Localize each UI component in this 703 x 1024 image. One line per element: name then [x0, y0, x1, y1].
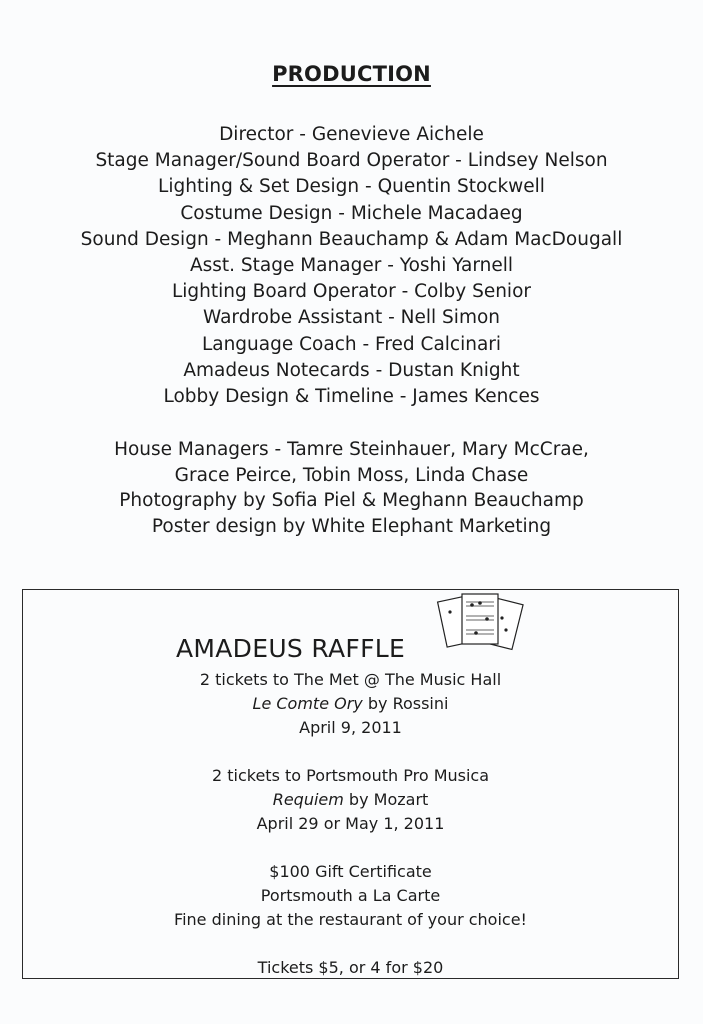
production-heading: PRODUCTION [272, 62, 431, 86]
credit-line: Lighting Board Operator - Colby Senior [171, 281, 531, 303]
credit-line: Sound Design - Meghann Beauchamp & Adam MacDougall [80, 228, 623, 250]
raffle-prize-met [22, 668, 679, 740]
house-line: House Managers - Tamre Steinhauer, Mary McCrae, [114, 439, 589, 460]
ticket-price-text: Tickets $5, or 4 for $20 [257, 958, 444, 977]
credit-line: Asst. Stage Manager - Yoshi Yarnell [189, 255, 514, 277]
credit-line: Director - Genevieve Aichele [219, 124, 484, 145]
production-credits [0, 122, 703, 410]
prize-vendor: Portsmouth a La Carte [260, 886, 441, 905]
raffle-prize-gift-certificate [22, 860, 679, 932]
credit-line: Lighting & Set Design - Quentin Stockwell [158, 176, 545, 198]
credit-line: Stage Manager/Sound Board Operator - Lindsey Nelson [95, 150, 608, 172]
prize-work [22, 788, 679, 812]
house-line: Poster design by White Elephant Marketing [151, 515, 552, 537]
prize-note: Fine dining at the restaurant of your choice! [174, 910, 527, 929]
sheet-music-icon [436, 588, 528, 660]
raffle-ticket-price [22, 956, 679, 980]
credit-line: Lobby Design & Timeline - James Kences [163, 386, 540, 408]
work-title: Le Comte Ory [252, 694, 363, 713]
prize-date: April 29 or May 1, 2011 [256, 814, 445, 833]
credit-line: Wardrobe Assistant - Nell Simon [202, 307, 501, 329]
house-line: Grace Peirce, Tobin Moss, Linda Chase [174, 464, 529, 486]
work-composer: by Mozart [343, 790, 429, 809]
raffle-prize-pro-musica [22, 764, 679, 836]
prize-description: 2 tickets to The Met @ The Music Hall [199, 670, 502, 689]
prize-description: 2 tickets to Portsmouth Pro Musica [211, 766, 490, 785]
credit-line: Amadeus Notecards - Dustan Knight [183, 359, 520, 381]
work-composer: by Rossini [362, 694, 449, 713]
credit-line: Costume Design - Michele Macadaeg [180, 202, 523, 224]
prize-date: April 9, 2011 [299, 718, 402, 737]
prize-description: $100 Gift Certificate [269, 862, 432, 881]
credit-line: Language Coach - Fred Calcinari [201, 333, 502, 355]
prize-work [22, 692, 679, 716]
house-credits [0, 437, 703, 539]
house-line: Photography by Sofia Piel & Meghann Beauchamp [119, 490, 584, 511]
work-title: Requiem [272, 790, 344, 809]
raffle-title: AMADEUS RAFFLE [176, 634, 406, 663]
